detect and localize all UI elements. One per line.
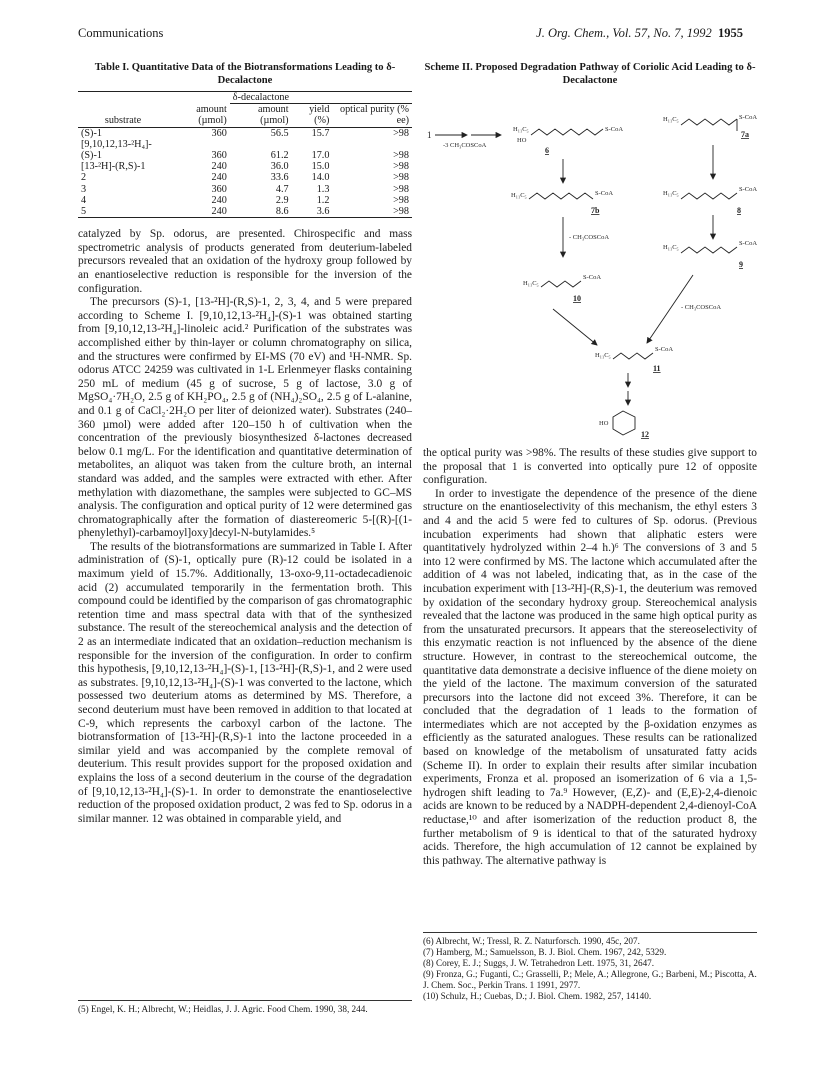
left-column [78, 62, 412, 826]
table-cell-value: 240 [211, 206, 227, 218]
table-row [78, 195, 412, 206]
group-h11c5: H₁₁C₅ [511, 192, 527, 199]
table-cell-value: >98 [393, 127, 409, 139]
table-cell-value: 15.0 [311, 161, 330, 173]
journal-citation [536, 26, 743, 41]
table-cell-substrate: 4 [81, 194, 87, 206]
left-body-text [78, 228, 412, 826]
table-cell-value: 1.3 [316, 183, 330, 195]
footnotes-right [423, 932, 757, 1002]
table-cell-value: >98 [393, 194, 409, 206]
group-h11c5: H₁₁C₅ [595, 352, 611, 359]
group-scoa: S-CoA [605, 126, 624, 133]
paragraph: the optical purity was >98%. The results of these studies give support to the proposal that 1 is converted into optically pure 12 of opposite configuration. [423, 447, 757, 487]
right-body-text [423, 447, 757, 868]
table-cell-value: 17.0 [311, 150, 330, 162]
label-12: 12 [641, 430, 649, 439]
table-cell-value: 3.6 [316, 206, 330, 218]
footnote: (10) Schulz, H.; Cuebas, D.; J. Biol. Chem. 1982, 257, 14140. [423, 991, 652, 1001]
label-7b: 7b [591, 206, 600, 215]
table-cell-value: 8.6 [275, 206, 289, 218]
page-number: 1955 [718, 26, 743, 40]
table-caption: Table I. Quantitative Data of the Biotransformations Leading to δ-Decalactone [94, 62, 396, 86]
table-row [78, 206, 412, 217]
table-cell-value: >98 [393, 183, 409, 195]
group-scoa: S-CoA [739, 186, 757, 193]
table-cell-substrate: 2 [81, 172, 87, 184]
table-row [78, 161, 412, 172]
table-cell-value: 360 [211, 127, 227, 139]
table-cell-value: 240 [211, 194, 227, 206]
label-6: 6 [545, 146, 549, 155]
chain-7b [529, 193, 593, 199]
table-cell-value: 360 [211, 150, 227, 162]
chain-10 [541, 281, 581, 287]
data-table [78, 91, 412, 217]
table-column-row [78, 104, 412, 127]
group-header: δ-decalactone [230, 92, 412, 104]
group-scoa: S-CoA [595, 190, 614, 197]
group-h11c5: H₁₁C₅ [663, 116, 679, 123]
label-10: 10 [573, 294, 581, 303]
table-cell-value: 15.7 [311, 127, 330, 139]
col-substrate: substrate [78, 104, 168, 127]
table-row [78, 127, 412, 139]
table-row [78, 172, 412, 183]
table-cell-value: 33.6 [270, 172, 289, 184]
step2-label: - CH₃COSCoA [569, 234, 610, 241]
col-optical-purity: optical purity (% ee) [332, 104, 412, 127]
table-cell-value: 1.2 [316, 194, 330, 206]
scheme-ii [423, 62, 757, 448]
footnote: (9) Fronza, G.; Fuganti, C.; Grasselli, P.; Mele, A.; Allegrone, G.; Barbeni, M.; Piscotta, A. J. Chem. Soc., Perkin Trans. 1 1991, 2977. [423, 969, 757, 990]
chain-6 [531, 129, 603, 135]
group-h11c5: H₁₁C₅ [663, 244, 679, 251]
table-cell-substrate: 3 [81, 183, 87, 195]
group-scoa: S-CoA [655, 346, 674, 353]
group-scoa: S-CoA [739, 114, 757, 121]
table-cell-value: 4.7 [275, 183, 289, 195]
table-cell-substrate: (S)-1 [81, 127, 102, 139]
step1-label: -3 CH₃COSCoA [443, 142, 487, 149]
journal-name: J. Org. Chem., Vol. 57, No. 7, 1992 [536, 26, 712, 40]
chain-11 [613, 353, 653, 359]
table-cell-value: 36.0 [270, 161, 289, 173]
chain-7a [681, 119, 737, 125]
group-ho: HO [599, 420, 609, 427]
arrow-diag-left [553, 309, 597, 345]
table-cell-value: 14.0 [311, 172, 330, 184]
group-ho: HO [517, 137, 527, 144]
table-row [78, 184, 412, 195]
table-cell-value: 240 [211, 172, 227, 184]
table-cell-value: 56.5 [270, 127, 289, 139]
chain-8 [681, 193, 737, 199]
label-1: 1 [427, 130, 432, 140]
group-scoa: S-CoA [583, 274, 602, 281]
paragraph: The precursors (S)-1, [13-²H]-(R,S)-1, 2, 3, 4, and 5 were prepared according to Scheme I. [9,10,12,13-²H₄]-(S)-1 was obtained starting from [9,10,12,13-²H₄]-linoleic acid.² Purification of the substrates was accomplished either by thin-layer or column chromatography on silica, and the structures were confirmed by EI-MS (70 eV) and ¹H-NMR. Sp. odorus ATCC 24259 was cultivated in 1-L Erlenmeyer flasks containing 250 mL of medium (45 g of sucrose, 5 g of lactose, 3.0 g of MgSO₄·7H₂O, 2.5 g of KH₂PO₄, 2.5 g of (NH₄)₂SO₄, 2.5 g of L-alanine, and 0.1 g of CaCl₂·2H₂O per liter of deionized water). Substrates (240–360 µmol) were added after 120–150 h of cultivation when the concentration of the previously biosynthesized δ-lactones decreased below 0.1 mg/L. For the identification and quantitative determination of metabolites, an aliquot was taken from the culture broth, an internal standard was added, and the samples were extracted with ether. After methylation with diazomethane, the samples were subjected to GC–MS analysis. The configuration and optical purity of 12 were determined gas chromatographically after the formation of diastereomeric 5-[(R)-[(1-phenylethyl)-carbamoyl]oxy]decyl-N-butylamides.⁵ [78, 296, 412, 540]
table-cell-value: >98 [393, 206, 409, 218]
table-cell-value: 240 [211, 161, 227, 173]
group-h11c5: H₁₁C₅ [513, 126, 529, 133]
footnote-5: (5) Engel, K. H.; Albrecht, W.; Heidlas, J. J. Agric. Food Chem. 1990, 38, 244. [78, 1004, 368, 1014]
paragraph: The results of the biotransformations are summarized in Table I. After administration of (S)-1, optically pure (R)-12 could be isolated in a maximum yield of 15.7%. Additionally, 13-oxo-9,11-octadecadienoic acid (2) accumulated temporarily in the fermentation broth. This compound could be identified by the comparison of gas chromatographic retention time and mass spectral data with that of the synthesized substance. The result of the stereochemical analysis and the detection of 2 as an intermediate indicated that an oxidation–reduction mechanism is responsible for the inversion of the configuration. In order to confirm this hypothesis, [9,10,12,13-²H₄]-(S)-1, [13-²H]-(R,S)-1, and 2 were used as substrates. [9,10,12,13-²H₄]-(S)-1 was converted to the lactone, which possessed two deuterium atoms as determined by MS. Therefore, a second deuterium must have been removed in addition to that located at C-9, which represents the carboxyl carbon of the lactone. The biotransformation of [13-²H]-(R,S)-1 into the lactone proceeded in a similar yield and was accompanied by the complete removal of deuterium. This result provides support for the proposed oxidation and explains the loss of a second deuterium in the course of the degradation of [9,10,12,13-²H₄]-(S)-1. In order to demonstrate the enantioselective reduction of the proposed oxidation product, 2 was fed to Sp. odorus in a similar manner. 12 was obtained in comparable yield, and [78, 540, 412, 825]
table-cell-value: >98 [393, 161, 409, 173]
table-cell-substrate: 5 [81, 206, 87, 218]
chain-9 [681, 247, 737, 253]
group-h11c5: H₁₁C₅ [523, 280, 539, 287]
step3-label: - CH₃COSCoA [681, 304, 722, 311]
footnote: (6) Albrecht, W.; Tressl, R. Z. Naturforsch. 1990, 45c, 207. [423, 936, 640, 946]
scheme-caption: Scheme II. Proposed Degradation Pathway of Coriolic Acid Leading to δ-Decalactone [424, 62, 756, 86]
label-11: 11 [653, 364, 661, 373]
table-cell-value: 360 [211, 183, 227, 195]
paragraph: catalyzed by Sp. odorus, are presented. Chirospecific and mass spectrometric analysis of products generated from deuterium-labeled precursors revealed that an oxidation of the hydroxy group followed by an enantioselective reduction is responsible for the inversion of the configuration. [78, 228, 412, 295]
group-scoa: S-CoA [739, 240, 757, 247]
group-h11c5: H₁₁C₅ [663, 190, 679, 197]
table-row [78, 139, 412, 161]
footnote-left [78, 1000, 412, 1015]
table-cell-value: 2.9 [275, 194, 289, 206]
table-cell-substrate: [9,10,12,13-²H₄]-(S)-1 [81, 138, 152, 162]
col-lactone-amount: amount (µmol) [230, 104, 292, 127]
col-amount: amount (µmol) [168, 104, 230, 127]
col-yield: yield (%) [292, 104, 333, 127]
table-wrap [78, 91, 412, 218]
table-header-row [78, 92, 412, 104]
page-header [0, 26, 821, 46]
table-cell-substrate: [13-²H]-(R,S)-1 [81, 161, 146, 173]
label-8: 8 [737, 206, 741, 215]
label-9: 9 [739, 260, 743, 269]
lactone-ring-12 [613, 411, 635, 435]
label-7a: 7a [741, 130, 749, 139]
footnote: (7) Hamberg, M.; Samuelsson, B. J. Biol. Chem. 1967, 242, 5329. [423, 947, 667, 957]
paragraph: In order to investigate the dependence of the presence of the diene structure on the enantioselectivity of this mechanism, the ethyl esters 3 and 4 and the acid 5 were fed to cultures of Sp. odorus. (Previous incubation experiments had shown that aliphatic esters were quantitatively hydrolyzed within 2–4 h.)⁶ The conversions of 3 and 5 into 12 were confirmed by MS. The lactone which accumulated after the addition of 4 was not labeled, indicating that, as in the case of the incubation experiment with [13-²H]-(R,S)-1, the deuterium was removed by oxidation of the secondary hydroxy group. Stereochemical analysis revealed that the lactone was produced in the same high optical purity as from the unsaturated precursors. It appears that the stereoselectivity of this enzymatic reaction is not influenced by the absence of the diene structure. However, in contrast to the stereochemical outcome, the quantitative data demonstrate a decisive influence of the diene moiety on the yield of the lactone. The maximum conversion of the saturated precursors into the lactone did not exceed 3%. Therefore, it can be concluded that the degradation of 1 leads to the formation of intermediates which are not accepted by the β-oxidation enzymes as efficiently as the saturated analogues. These results can be rationalized based on knowledge of the metabolism of unsaturated fatty acids (Scheme II). In order to explain their results after similar incubation experiments, Fronza et al. proposed an isomerization of 6 via a 1,5-hydrogen shift leading to 7a.⁹ However, (E,Z)- and (E,E)-2,4-dienoic acids are known to be reduced by a NADPH-dependent 2,4-dienoyl-CoA reductase,¹⁰ and after isomerization of the reduction product 8, the further metabolism of 9 is identical to that of the saturated hydroxy acids. Therefore, the high accumulation of 12 cannot be explained by this pathway. The alternative pathway is [423, 487, 757, 867]
scheme-diagram [423, 87, 757, 445]
table-cell-value: >98 [393, 172, 409, 184]
section-name: Communications [78, 26, 164, 40]
table-cell-value: 61.2 [270, 150, 289, 162]
table-cell-value: >98 [393, 150, 409, 162]
footnote: (8) Corey, E. J.; Suggs, J. W. Tetrahedron Lett. 1975, 31, 2647. [423, 958, 655, 968]
